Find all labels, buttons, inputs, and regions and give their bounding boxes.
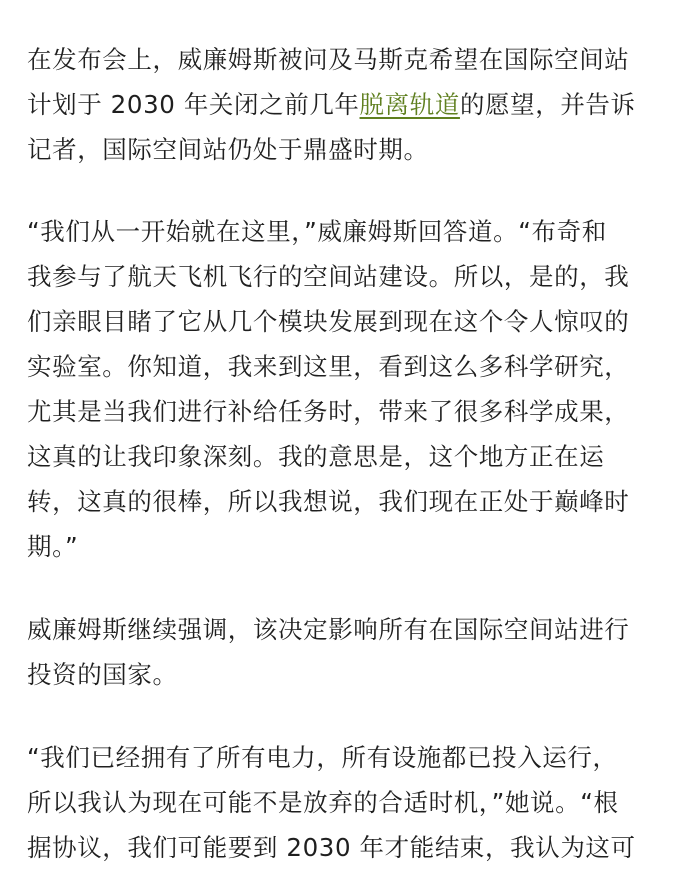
paragraph-line: “我们已经拥有了所有电力，所有设施都已投入运行， (27, 743, 618, 772)
paragraph-line: 据协议，我们可能要到 2030 年才能结束，我认为这可 (27, 833, 636, 862)
paragraph-line: 威廉姆斯继续强调，该决定影响所有在国际空间站进行 (27, 615, 630, 644)
paragraph-line: 们亲眼目睹了它从几个模块发展到现在这个令人惊叹的 (27, 307, 630, 336)
deorbit-link[interactable]: 脱离轨道 (359, 90, 460, 119)
paragraph-line: 投资的国家。 (27, 660, 178, 689)
paragraph-line (27, 82, 636, 127)
paragraph-line: 期。” (27, 532, 79, 561)
paragraph-line: 这真的让我印象深刻。我的意思是，这个地方正在运 (27, 442, 605, 471)
paragraph-4 (27, 735, 636, 870)
paragraph-line: 所以我认为现在可能不是放弃的合适时机，”她说。“根 (27, 788, 619, 817)
paragraph-line: 我参与了航天飞机飞行的空间站建设。所以，是的，我 (27, 262, 630, 291)
paragraph-line: 实验室。你知道，我来到这里，看到这么多科学研究， (27, 352, 630, 381)
paragraph-1 (27, 37, 636, 172)
paragraph-line: 在发布会上，威廉姆斯被问及马斯克希望在国际空间站 (27, 45, 630, 74)
paragraph-line: 转，这真的很棒，所以我想说，我们现在正处于巅峰时 (27, 487, 630, 516)
paragraph-line: “我们从一开始就在这里，”威廉姆斯回答道。“布奇和 (27, 217, 607, 246)
paragraph-3 (27, 607, 629, 697)
line-text-after-link: 的愿望，并告诉 (459, 90, 636, 119)
paragraph-2 (27, 209, 629, 569)
paragraph-line: 记者，国际空间站仍处于鼎盛时期。 (27, 135, 429, 164)
paragraph-line: 尤其是当我们进行补给任务时，带来了很多科学成果， (27, 397, 630, 426)
line-text-before-link: 计划于 2030 年关闭之前几年 (27, 90, 360, 119)
